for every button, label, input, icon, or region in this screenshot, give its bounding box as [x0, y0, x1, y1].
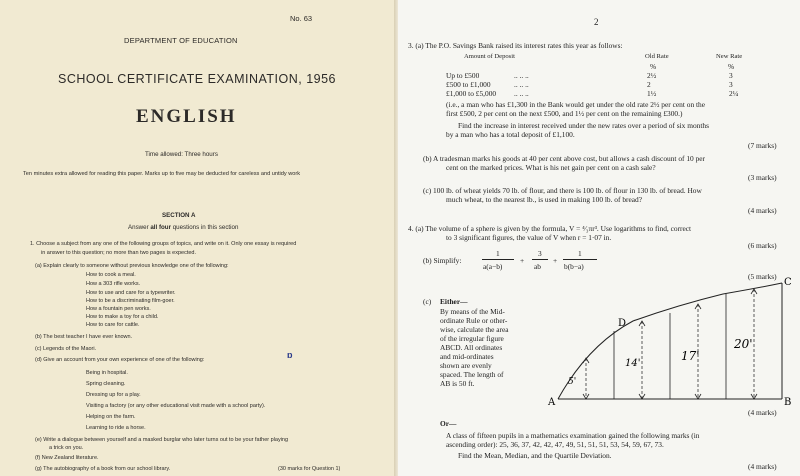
- q1d-item: Learning to ride a horse.: [86, 425, 146, 431]
- section-heading: SECTION A: [162, 212, 196, 219]
- q3b-line1: (b) A tradesman marks his goods at 40 per cent above cost, but allows a cash discount of 10 per: [423, 154, 706, 163]
- q1d-item: Visiting a factory (or any other educational visit made with a school party).: [86, 403, 266, 409]
- table-cell: 2: [647, 80, 651, 89]
- q3a-note-line1: (i.e., a man who has £1,300 in the Bank would get under the old rate 2½ per cent on the: [446, 100, 706, 109]
- q1d-item: Helping on the farm.: [86, 414, 136, 420]
- either-text: ABCD. All ordinates: [440, 343, 503, 352]
- q1-line1: 1. Choose a subject from any one of the following groups of topics, and write on it. Only one essay is required: [30, 241, 297, 247]
- table-leader: .. .. ..: [514, 89, 529, 98]
- q1b: (b) The best teacher I have ever known.: [35, 334, 133, 340]
- table-header-old: Old Rate: [645, 53, 669, 60]
- q3b-marks: (3 marks): [748, 173, 777, 182]
- page-number: 2: [594, 17, 599, 27]
- either-text: ordinate Rule or other-: [440, 316, 508, 325]
- table-header-new: New Rate: [716, 53, 743, 60]
- table-cell: Up to £500: [446, 71, 480, 80]
- either-text: wise, calculate the area: [440, 325, 509, 334]
- q1a-item: How to be a discriminating film-goer.: [86, 298, 175, 304]
- q3a-task-line1: Find the increase in interest received under the new rates over a period of six months: [458, 121, 709, 130]
- ordinate-label: 14': [625, 358, 641, 369]
- either-text: AB is 50 ft.: [440, 379, 475, 388]
- figure-label-a: A: [548, 397, 556, 408]
- q1a-item: How to use and care for a typewriter.: [86, 290, 176, 296]
- q1-marks: (30 marks for Question 1): [278, 466, 341, 472]
- q1a-item: How a fountain pen works.: [86, 306, 151, 312]
- or-text-line2: ascending order): 25, 36, 37, 42, 42, 47, 49, 51, 51, 51, 53, 54, 59, 67, 73.: [446, 440, 664, 449]
- or-text-line1: A class of fifteen pupils in a mathematics examination gained the following marks (in: [446, 431, 700, 440]
- q3c-line2: much wheat, to the nearest lb., is used in making 100 lb. of bread?: [446, 195, 643, 204]
- answer-instruction: Answer all four questions in this section: [128, 224, 239, 231]
- irregular-figure-abcd: [398, 0, 800, 476]
- table-leader: .. .. ..: [514, 80, 529, 89]
- either-text: of the irregular figure: [440, 334, 504, 343]
- plus-sign: +: [553, 256, 558, 265]
- q3a-task-line2: by a man who has a total deposit of £1,100.: [446, 130, 575, 139]
- mathematics-exam-page: [398, 0, 800, 476]
- table-cell: £1,000 to £5,000: [446, 89, 497, 98]
- q4b-marks: (5 marks): [748, 272, 777, 281]
- time-allowed: Time allowed: Three hours: [145, 151, 218, 158]
- figure-label-c: C: [784, 277, 792, 288]
- q4c-either-marks: (4 marks): [748, 408, 777, 417]
- q1c: (c) Legends of the Maori.: [35, 346, 97, 352]
- ordinate-label: 17': [681, 349, 700, 363]
- q1d-item: Dressing up for a play.: [86, 392, 141, 398]
- q4c-label: (c): [423, 297, 432, 306]
- either-text: and mid-ordinates: [440, 352, 494, 361]
- pen-mark: ɒ: [287, 350, 293, 360]
- q1a-intro: (a) Explain clearly to someone without previous knowledge one of the following:: [35, 263, 229, 269]
- ordinate-label: 5': [568, 377, 577, 387]
- fraction-2-numerator: 3: [538, 249, 542, 258]
- figure-label-d: D: [618, 318, 627, 329]
- paper-number: No. 63: [290, 14, 313, 23]
- table-cell: 2¼: [729, 89, 739, 98]
- q1-line2: in answer to this question; no more than two pages is expected.: [41, 250, 197, 256]
- fraction-2-denominator: ab: [534, 262, 541, 271]
- q4b-label: (b) Simplify:: [423, 256, 462, 265]
- table-cell: 3: [729, 80, 733, 89]
- table-cell: 2½: [647, 71, 657, 80]
- q1e-line1: (e) Write a dialogue between yourself and a masked burglar who later turns out to be your father playing: [35, 437, 289, 443]
- q3a-marks: (7 marks): [748, 141, 777, 150]
- table-cell: 1½: [647, 89, 657, 98]
- or-text-line3: Find the Mean, Median, and the Quartile Deviation.: [458, 451, 612, 460]
- table-cell: £500 to £1,000: [446, 80, 491, 89]
- english-exam-page: [0, 0, 398, 476]
- instructions: Ten minutes extra allowed for reading this paper. Marks up to five may be deducted for careless and untidy work: [23, 171, 301, 177]
- q3a-note-line2: first £500, 2 per cent on the next £500, and 1½ per cent on the remaining £300.): [446, 109, 683, 118]
- department-heading: DEPARTMENT OF EDUCATION: [124, 36, 238, 45]
- table-cell: 3: [729, 71, 733, 80]
- q1a-item: How a 303 rifle works.: [86, 281, 141, 287]
- table-leader: .. .. ..: [514, 71, 529, 80]
- q3b-line2: cent on the marked prices. What is his net gain per cent on a cash sale?: [446, 163, 656, 172]
- either-text: shown are evenly: [440, 361, 492, 370]
- q1g: (g) The autobiography of a book from our school library.: [35, 466, 171, 472]
- fraction-3-numerator: 1: [578, 249, 582, 258]
- either-text: spaced. The length of: [440, 370, 504, 379]
- q4c-or-marks: (4 marks): [748, 462, 777, 471]
- fraction-1-denominator: a(a−b): [483, 262, 503, 271]
- either-heading: Either—: [440, 297, 468, 306]
- q1f: (f) New Zealand literature.: [35, 455, 99, 461]
- q1d-intro: (d) Give an account from your own experience of one of the following:: [35, 357, 205, 363]
- q3c-line1: (c) 100 lb. of wheat yields 70 lb. of flour, and there is 100 lb. of flour in 130 lb. of bread. How: [423, 186, 702, 195]
- either-text: By means of the Mid-: [440, 307, 505, 316]
- table-header-amount: Amount of Deposit: [464, 53, 515, 60]
- q1a-item: How to cook a meal.: [86, 272, 136, 278]
- subject-title: ENGLISH: [136, 106, 237, 127]
- table-unit-old: %: [650, 62, 657, 71]
- ordinate-label: 20': [734, 337, 753, 351]
- table-unit-new: %: [728, 62, 735, 71]
- or-heading: Or—: [440, 419, 457, 428]
- q1a-item: How to make a toy for a child.: [86, 314, 159, 320]
- q4a-marks: (6 marks): [748, 241, 777, 250]
- q1a-item: How to care for cattle.: [86, 322, 140, 328]
- q4a-line2: to 3 significant figures, the value of V when r = 1·07 in.: [446, 233, 612, 242]
- exam-title: SCHOOL CERTIFICATE EXAMINATION, 1956: [58, 72, 337, 86]
- q3c-marks: (4 marks): [748, 206, 777, 215]
- fraction-1-numerator: 1: [496, 249, 500, 258]
- q1e-line2: a trick on you.: [49, 445, 84, 451]
- figure-label-b: B: [784, 397, 792, 408]
- q4a-line1: 4. (a) The volume of a sphere is given by the formula, V = ⁴⁄₃πr³. Use logarithms to find, correct: [408, 224, 692, 233]
- fraction-3-denominator: b(b−a): [564, 262, 584, 271]
- plus-sign: +: [520, 256, 525, 265]
- q1d-item: Being in hospital.: [86, 370, 128, 376]
- q1d-item: Spring cleaning.: [86, 381, 126, 387]
- q3a-intro: 3. (a) The P.O. Savings Bank raised its interest rates this year as follows:: [408, 41, 623, 50]
